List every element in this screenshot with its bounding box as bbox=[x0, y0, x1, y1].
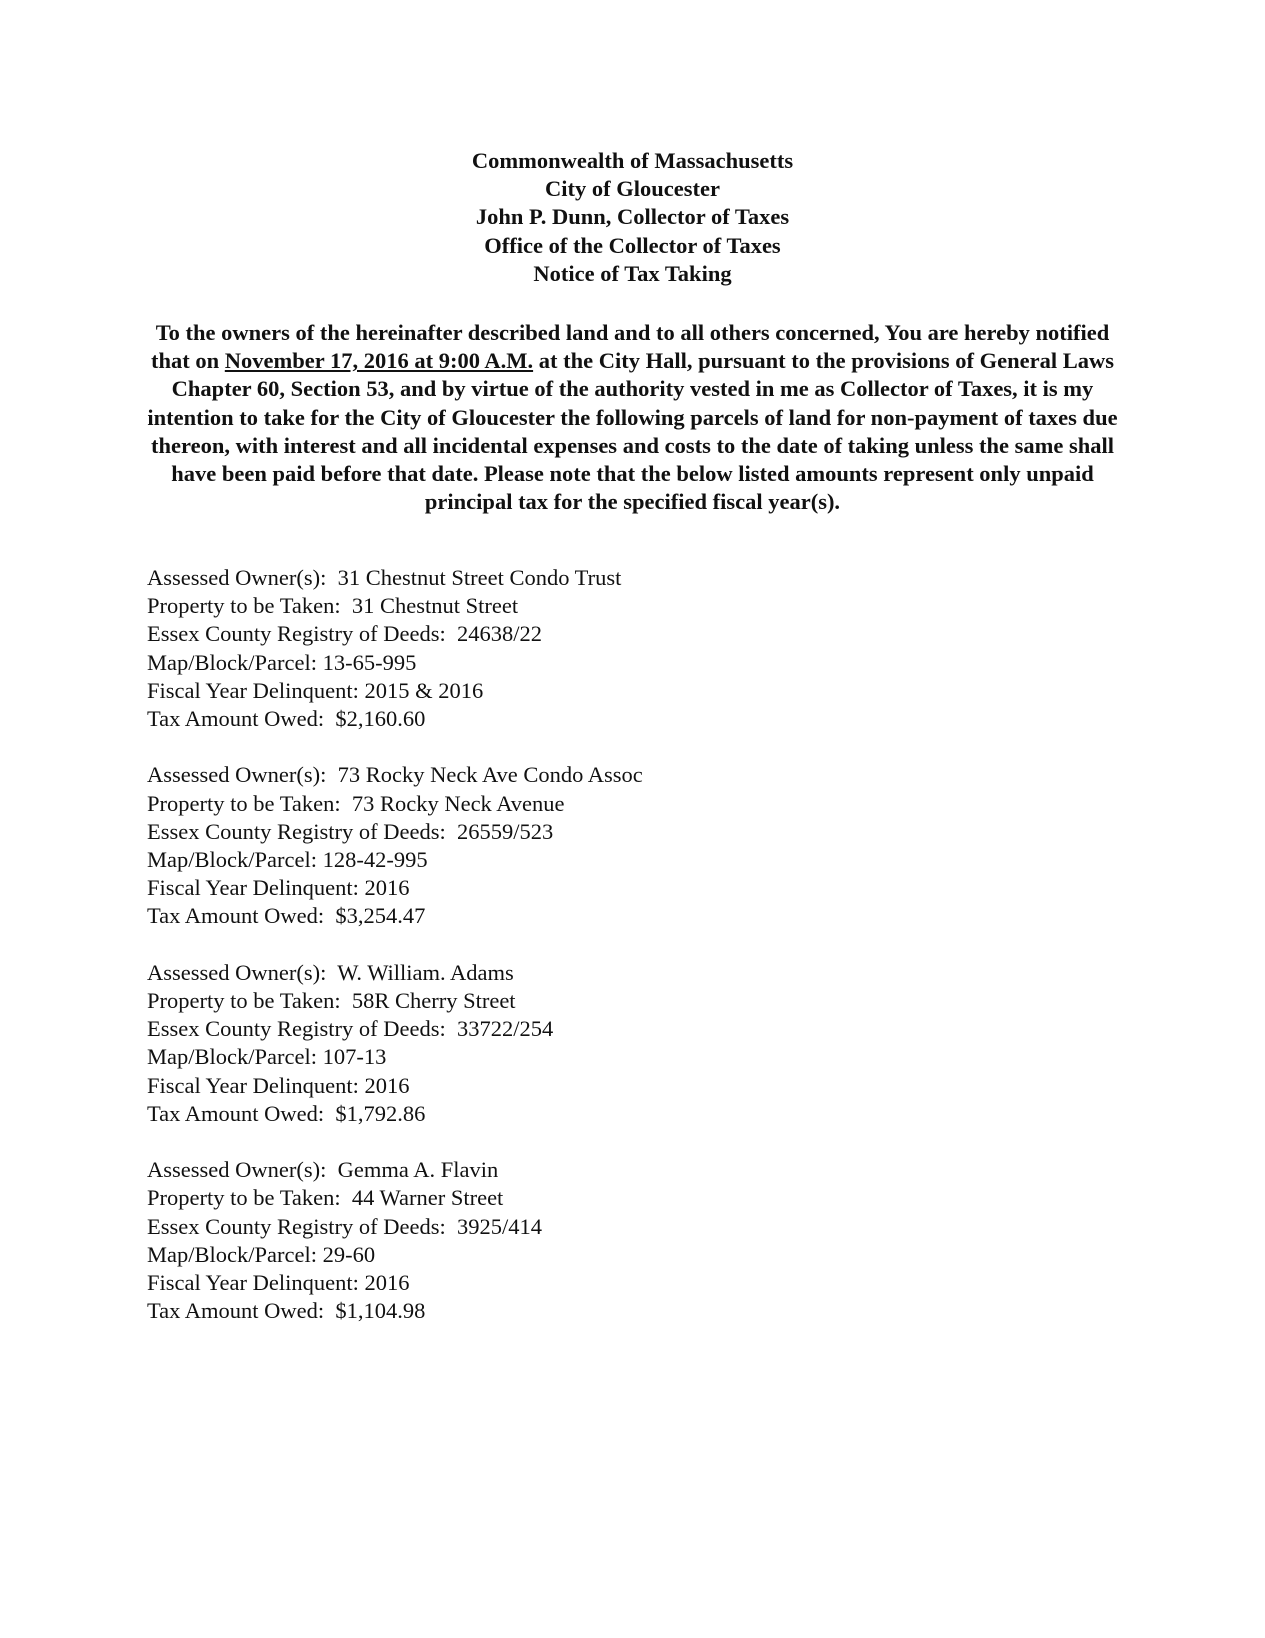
tax-value: $2,160.60 bbox=[335, 706, 426, 732]
owner-line bbox=[147, 761, 1047, 789]
registry-line bbox=[147, 1015, 1047, 1043]
registry-line bbox=[147, 818, 1047, 846]
taking-date-time: November 17, 2016 at 9:00 A.M. bbox=[224, 348, 534, 374]
property-value: 31 Chestnut Street bbox=[351, 593, 519, 619]
parcel-record bbox=[147, 564, 1047, 733]
fiscal-label: Fiscal Year Delinquent: bbox=[147, 1270, 365, 1296]
owner-value: 73 Rocky Neck Ave Condo Assoc bbox=[337, 762, 643, 788]
owner-line bbox=[147, 959, 1047, 987]
owner-value: 31 Chestnut Street Condo Trust bbox=[337, 565, 622, 590]
owner-line bbox=[147, 1156, 1047, 1184]
property-value: 58R Cherry Street bbox=[351, 988, 516, 1014]
registry-label: Essex County Registry of Deeds: bbox=[147, 818, 457, 844]
fiscal-label: Fiscal Year Delinquent: bbox=[147, 677, 365, 703]
map-label: Map/Block/Parcel: bbox=[147, 847, 323, 873]
heading-commonwealth: Commonwealth of Massachusetts bbox=[471, 148, 794, 173]
heading-city: City of Gloucester bbox=[545, 176, 720, 202]
map-line bbox=[147, 649, 1047, 677]
map-value: 128-42-995 bbox=[322, 847, 428, 873]
fiscal-value: 2016 bbox=[364, 1072, 410, 1098]
heading-collector-name: John P. Dunn, Collector of Taxes bbox=[475, 204, 790, 230]
map-label: Map/Block/Parcel: bbox=[147, 1241, 323, 1267]
registry-value: 26559/523 bbox=[456, 818, 554, 844]
property-label: Property to be Taken: bbox=[147, 790, 352, 816]
parcel-record bbox=[147, 959, 1047, 1128]
intro-paragraph bbox=[140, 319, 1125, 516]
heading-notice-title: Notice of Tax Taking bbox=[533, 260, 732, 286]
map-line bbox=[147, 1241, 1047, 1269]
owner-label: Assessed Owner(s): bbox=[147, 959, 338, 985]
fiscal-line bbox=[147, 1269, 1047, 1297]
property-value: 44 Warner Street bbox=[351, 1185, 504, 1211]
fiscal-line bbox=[147, 677, 1047, 705]
tax-value: $3,254.47 bbox=[335, 903, 426, 929]
heading-office: Office of the Collector of Taxes bbox=[484, 232, 781, 258]
owner-label: Assessed Owner(s): bbox=[147, 762, 338, 788]
map-value: 13-65-995 bbox=[322, 649, 417, 675]
parcel-records bbox=[147, 564, 1047, 1354]
parcel-record bbox=[147, 761, 1047, 930]
fiscal-line bbox=[147, 874, 1047, 902]
property-line bbox=[147, 987, 1047, 1015]
property-label: Property to be Taken: bbox=[147, 988, 352, 1014]
registry-line bbox=[147, 620, 1047, 648]
property-label: Property to be Taken: bbox=[147, 593, 352, 619]
registry-line bbox=[147, 1213, 1047, 1241]
owner-label: Assessed Owner(s): bbox=[147, 1157, 338, 1183]
tax-value: $1,792.86 bbox=[335, 1100, 426, 1126]
intro-text-part1: To the owners of the hereinafter described land and to all others concerned, You are hereby notified that on bbox=[151, 320, 1110, 374]
property-line bbox=[147, 1184, 1047, 1212]
fiscal-label: Fiscal Year Delinquent: bbox=[147, 875, 365, 901]
notice-heading bbox=[0, 147, 1265, 288]
fiscal-value: 2016 bbox=[364, 1270, 410, 1296]
map-label: Map/Block/Parcel: bbox=[147, 649, 323, 675]
owner-label: Assessed Owner(s): bbox=[147, 565, 338, 590]
fiscal-value: 2016 bbox=[364, 875, 410, 901]
property-label: Property to be Taken: bbox=[147, 1185, 352, 1211]
tax-line bbox=[147, 902, 1047, 930]
parcel-record bbox=[147, 1156, 1047, 1325]
fiscal-label: Fiscal Year Delinquent: bbox=[147, 1072, 365, 1098]
map-line bbox=[147, 1043, 1047, 1071]
registry-value: 3925/414 bbox=[456, 1213, 542, 1239]
tax-label: Tax Amount Owed: bbox=[147, 903, 336, 929]
tax-line bbox=[147, 1297, 1047, 1325]
map-line bbox=[147, 846, 1047, 874]
map-value: 107-13 bbox=[322, 1044, 387, 1070]
map-label: Map/Block/Parcel: bbox=[147, 1044, 323, 1070]
owner-value: W. William. Adams bbox=[337, 959, 514, 985]
property-line bbox=[147, 592, 1047, 620]
registry-value: 33722/254 bbox=[456, 1016, 554, 1042]
tax-label: Tax Amount Owed: bbox=[147, 1298, 336, 1324]
map-value: 29-60 bbox=[322, 1241, 376, 1267]
fiscal-line bbox=[147, 1072, 1047, 1100]
registry-label: Essex County Registry of Deeds: bbox=[147, 1016, 457, 1042]
property-line bbox=[147, 790, 1047, 818]
owner-line bbox=[147, 564, 1047, 592]
registry-label: Essex County Registry of Deeds: bbox=[147, 621, 457, 647]
tax-label: Tax Amount Owed: bbox=[147, 1100, 336, 1126]
registry-value: 24638/22 bbox=[456, 621, 542, 647]
tax-value: $1,104.98 bbox=[335, 1298, 426, 1324]
property-value: 73 Rocky Neck Avenue bbox=[351, 790, 565, 816]
tax-line bbox=[147, 1100, 1047, 1128]
tax-label: Tax Amount Owed: bbox=[147, 706, 336, 732]
fiscal-value: 2015 & 2016 bbox=[364, 677, 484, 703]
tax-line bbox=[147, 705, 1047, 733]
registry-label: Essex County Registry of Deeds: bbox=[147, 1213, 457, 1239]
intro-text-part2: at the City Hall, pursuant to the provisions of General Laws Chapter 60, Section 53, and by virtue of the authority vested in me as Collector of Taxes, it is my intention to take for the City of Gloucester the following parcels of land for non-payment of taxes due thereon, with interest and all incidental expenses and costs to the date of taking unless the same shall have been paid before that date. Please note that the below listed amounts represent only unpaid principal tax for the specified fiscal year(s). bbox=[147, 348, 1118, 515]
owner-value: Gemma A. Flavin bbox=[337, 1157, 499, 1183]
